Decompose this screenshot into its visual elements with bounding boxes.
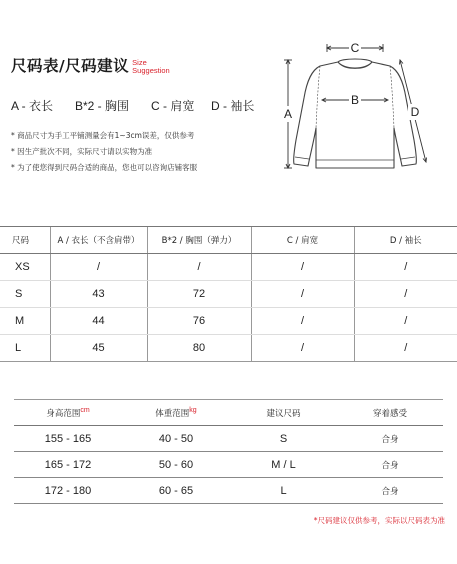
size-chart-title — [11, 54, 170, 76]
note-item: * 因生产批次不同，实际尺寸请以实物为准 — [11, 147, 153, 156]
legend-b: B*2 - 胸围 — [75, 99, 130, 113]
size-cell: L — [0, 335, 50, 362]
title-text: 尺码表/尺码建议 — [11, 57, 130, 75]
height-cell: 155 - 165 — [14, 426, 122, 452]
note-item: * 为了使您得到尺码合适的商品，您也可以咨询店铺客服 — [11, 163, 198, 172]
fit-cell: 合身 — [337, 426, 443, 452]
fit-cell: 合身 — [337, 478, 443, 504]
header-length: A / 衣长（不含肩带） — [50, 227, 147, 254]
weight-unit: kg — [189, 406, 197, 414]
shoulder-cell: / — [251, 308, 354, 335]
header-size: 尺码 — [0, 227, 50, 254]
weight-cell: 40 - 50 — [122, 426, 230, 452]
header-weight-label: 体重范围 — [155, 408, 190, 419]
weight-cell: 60 - 65 — [122, 478, 230, 504]
table-row — [0, 335, 457, 362]
length-cell: 43 — [50, 281, 147, 308]
legend-a: A - 衣长 — [11, 99, 54, 113]
shoulder-cell: / — [251, 281, 354, 308]
sleeve-cell: / — [354, 281, 457, 308]
size-cell: XS — [0, 254, 50, 281]
title-english-line1: Size — [132, 58, 147, 67]
header-height — [14, 400, 122, 426]
size-cell: M — [0, 308, 50, 335]
title-english-line2: Suggestion — [132, 66, 170, 75]
header-shoulder: C / 肩宽 — [251, 227, 354, 254]
suggested-size-cell: S — [230, 426, 337, 452]
header-height-label: 身高范围 — [46, 408, 81, 419]
legend-c: C - 肩宽 — [151, 99, 195, 113]
length-cell: / — [50, 254, 147, 281]
suggestion-table-header — [14, 400, 443, 426]
fit-cell: 合身 — [337, 452, 443, 478]
dimension-a-label: A — [283, 107, 293, 121]
length-cell: 45 — [50, 335, 147, 362]
height-cell: 165 - 172 — [14, 452, 122, 478]
sweatshirt-diagram — [276, 36, 434, 182]
size-cell: S — [0, 281, 50, 308]
sweatshirt-outline — [294, 59, 417, 168]
measurement-legend — [11, 97, 254, 114]
chest-cell: 72 — [147, 281, 251, 308]
table-row — [0, 308, 457, 335]
sleeve-cell: / — [354, 254, 457, 281]
measurement-notes — [11, 128, 197, 176]
legend-d: D - 袖长 — [211, 99, 255, 113]
sleeve-cell: / — [354, 335, 457, 362]
table-row — [14, 478, 443, 504]
title-english — [132, 59, 170, 76]
size-table-header — [0, 227, 457, 254]
chest-cell: 80 — [147, 335, 251, 362]
table-row — [0, 254, 457, 281]
height-unit: cm — [80, 406, 90, 414]
size-table — [0, 226, 457, 362]
length-cell: 44 — [50, 308, 147, 335]
table-row — [14, 452, 443, 478]
suggested-size-cell: M / L — [230, 452, 337, 478]
header-chest: B*2 / 胸围（弹力） — [147, 227, 251, 254]
weight-cell: 50 - 60 — [122, 452, 230, 478]
header-fit: 穿着感受 — [337, 400, 443, 426]
table-row — [14, 426, 443, 452]
header-sleeve: D / 袖长 — [354, 227, 457, 254]
sleeve-cell: / — [354, 308, 457, 335]
size-disclaimer: *尺码建议仅供参考，实际以尺码表为准 — [313, 516, 445, 525]
dimension-b-label: B — [350, 93, 360, 107]
size-suggestion-table — [14, 399, 443, 504]
chest-cell: 76 — [147, 308, 251, 335]
height-cell: 172 - 180 — [14, 478, 122, 504]
header-suggested-size: 建议尺码 — [230, 400, 337, 426]
dimension-c-label: C — [350, 41, 360, 55]
header-weight — [122, 400, 230, 426]
note-item: * 商品尺寸为手工平铺测量会有1~3cm误差，仅供参考 — [11, 131, 195, 140]
shoulder-cell: / — [251, 335, 354, 362]
dimension-d-label: D — [410, 105, 420, 119]
suggested-size-cell: L — [230, 478, 337, 504]
table-row — [0, 281, 457, 308]
shoulder-cell: / — [251, 254, 354, 281]
chest-cell: / — [147, 254, 251, 281]
